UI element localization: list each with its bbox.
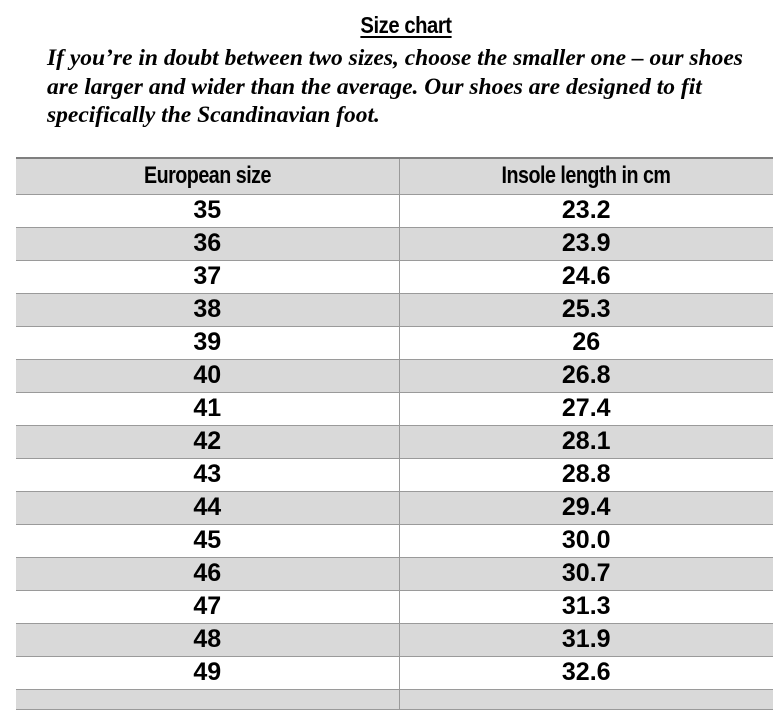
insole-length-cell: 28.1	[399, 425, 773, 458]
european-size-cell: 49	[16, 656, 399, 689]
insole-length-cell: 30.7	[399, 557, 773, 590]
european-size-cell: 36	[16, 227, 399, 260]
table-row	[16, 491, 773, 524]
insole-length-cell: 26	[399, 326, 773, 359]
european-size-cell: 41	[16, 392, 399, 425]
european-size-cell: 42	[16, 425, 399, 458]
insole-length-cell: 24.6	[399, 260, 773, 293]
european-size-cell: 44	[16, 491, 399, 524]
table-row	[16, 359, 773, 392]
european-size-cell: 37	[16, 260, 399, 293]
european-size-cell: 43	[16, 458, 399, 491]
table-row	[16, 590, 773, 623]
insole-length-cell: 25.3	[399, 293, 773, 326]
table-body	[16, 194, 773, 709]
insole-length-cell: 26.8	[399, 359, 773, 392]
table-row	[16, 425, 773, 458]
filler-cell	[399, 689, 773, 709]
filler-cell	[16, 689, 399, 709]
size-table	[16, 157, 773, 710]
size-table-container	[16, 157, 773, 710]
table-row	[16, 194, 773, 227]
table-row	[16, 458, 773, 491]
table-row	[16, 392, 773, 425]
table-row	[16, 293, 773, 326]
sizing-note: If you’re in doubt between two sizes, choose the smaller one – our shoes are larger and wider than the average. Our shoes are designed to fit specifically the Scandinavian foot.	[47, 45, 743, 128]
table-row	[16, 524, 773, 557]
table-row	[16, 557, 773, 590]
european-size-cell: 38	[16, 293, 399, 326]
european-size-cell: 39	[16, 326, 399, 359]
table-row	[16, 656, 773, 689]
header-insole-length: Insole length in cm	[399, 158, 773, 194]
european-size-cell: 40	[16, 359, 399, 392]
insole-length-cell: 30.0	[399, 524, 773, 557]
european-size-cell: 47	[16, 590, 399, 623]
european-size-cell: 35	[16, 194, 399, 227]
insole-length-cell: 23.2	[399, 194, 773, 227]
table-row	[16, 326, 773, 359]
page-title: Size chart	[360, 12, 452, 38]
european-size-cell: 46	[16, 557, 399, 590]
table-filler-row	[16, 689, 773, 709]
european-size-cell: 45	[16, 524, 399, 557]
insole-length-cell: 28.8	[399, 458, 773, 491]
insole-length-cell: 31.9	[399, 623, 773, 656]
table-row	[16, 623, 773, 656]
insole-length-cell: 27.4	[399, 392, 773, 425]
table-row	[16, 227, 773, 260]
insole-length-cell: 29.4	[399, 491, 773, 524]
table-row	[16, 260, 773, 293]
insole-length-cell: 23.9	[399, 227, 773, 260]
insole-length-cell: 31.3	[399, 590, 773, 623]
european-size-cell: 48	[16, 623, 399, 656]
header-european-size: European size	[16, 158, 399, 194]
insole-length-cell: 32.6	[399, 656, 773, 689]
table-header-row	[16, 158, 773, 194]
